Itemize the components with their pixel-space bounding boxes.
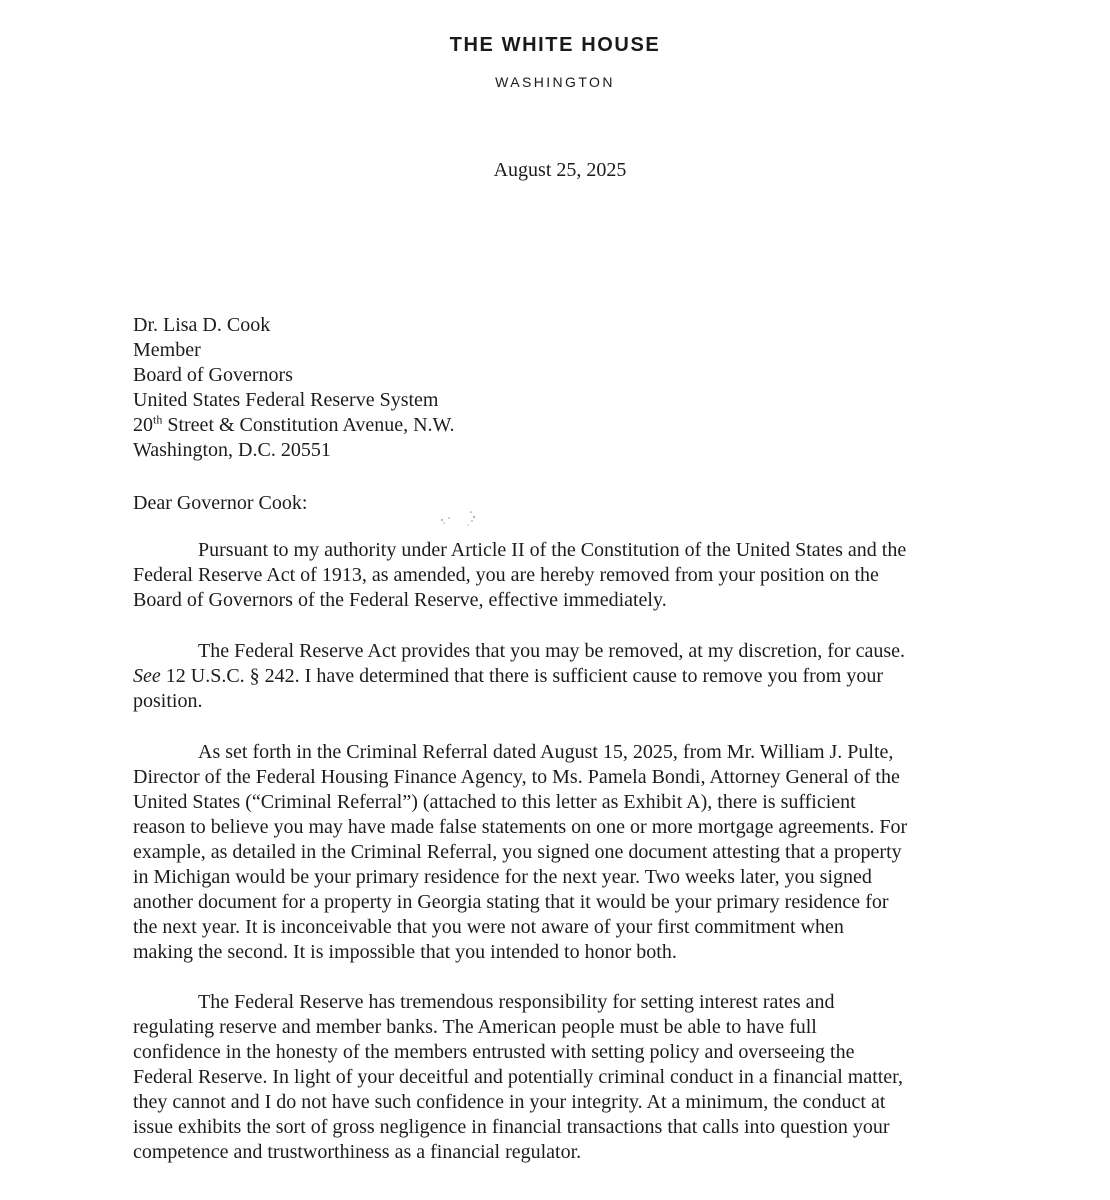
paragraph-3 bbox=[133, 740, 993, 965]
paragraph-4 bbox=[133, 990, 993, 1165]
street-number-suffix: th bbox=[153, 412, 163, 427]
paragraph-3-line: reason to believe you may have made false statements on one or more mortgage agreements. For bbox=[133, 816, 908, 838]
paragraph-3-line: in Michigan would be your primary residence for the next year. Two weeks later, you signed bbox=[133, 866, 872, 888]
recipient-street bbox=[133, 413, 833, 438]
letterhead-subtitle: WASHINGTON bbox=[495, 74, 615, 90]
paragraph-2-line: position. bbox=[133, 690, 203, 712]
paragraph-3-line: As set forth in the Criminal Referral dated August 15, 2025, from Mr. William J. Pulte, bbox=[198, 741, 894, 763]
street-number: 20 bbox=[133, 414, 153, 436]
letter-date: August 25, 2025 bbox=[493, 159, 627, 181]
recipient-name: Dr. Lisa D. Cook bbox=[133, 314, 271, 336]
paragraph-1-line: Pursuant to my authority under Article II of the Constitution of the United States and the bbox=[198, 539, 907, 561]
street-rest: Street & Constitution Avenue, N.W. bbox=[162, 414, 455, 436]
letterhead-title: THE WHITE HOUSE bbox=[449, 34, 661, 56]
recipient-city: Washington, D.C. 20551 bbox=[133, 439, 331, 461]
paragraph-4-line: confidence in the honesty of the members entrusted with setting policy and overseeing the bbox=[133, 1041, 855, 1063]
paragraph-1-line: Board of Governors of the Federal Reserve, effective immediately. bbox=[133, 589, 667, 611]
paragraph-3-line: the next year. It is inconceivable that you were not aware of your first commitment when bbox=[133, 916, 844, 938]
recipient-body: Board of Governors bbox=[133, 364, 293, 386]
scan-speck bbox=[438, 508, 478, 528]
recipient-address bbox=[133, 313, 833, 463]
paragraph-3-line: another document for a property in Georgia stating that it would be your primary residence for bbox=[133, 891, 889, 913]
paragraph-3-line: example, as detailed in the Criminal Referral, you signed one document attesting that a property bbox=[133, 841, 902, 863]
paragraph-3-line: making the second. It is impossible that you intended to honor both. bbox=[133, 941, 677, 963]
paragraph-4-line: regulating reserve and member banks. The American people must be able to have full bbox=[133, 1016, 817, 1038]
recipient-role: Member bbox=[133, 339, 201, 361]
paragraph-4-line: they cannot and I do not have such confidence in your integrity. At a minimum, the conduct at bbox=[133, 1091, 886, 1113]
paragraph-4-line: The Federal Reserve has tremendous responsibility for setting interest rates and bbox=[198, 991, 835, 1013]
paragraph-4-line: Federal Reserve. In light of your deceitful and potentially criminal conduct in a financial matter, bbox=[133, 1066, 904, 1088]
salutation: Dear Governor Cook: bbox=[133, 492, 308, 514]
paragraph-2-line bbox=[133, 664, 993, 689]
paragraph-4-line: competence and trustworthiness as a financial regulator. bbox=[133, 1141, 582, 1163]
see-citation-signal: See bbox=[133, 665, 161, 687]
paragraph-3-line: Director of the Federal Housing Finance Agency, to Ms. Pamela Bondi, Attorney General of the bbox=[133, 766, 900, 788]
paragraph-1 bbox=[133, 538, 993, 613]
paragraph-1-line: Federal Reserve Act of 1913, as amended, you are hereby removed from your position on the bbox=[133, 564, 879, 586]
paragraph-2-line: The Federal Reserve Act provides that you may be removed, at my discretion, for cause. bbox=[198, 640, 905, 662]
paragraph-2 bbox=[133, 639, 993, 714]
paragraph-4-line: issue exhibits the sort of gross negligence in financial transactions that calls into question your bbox=[133, 1116, 890, 1138]
paragraph-3-line: United States (“Criminal Referral”) (attached to this letter as Exhibit A), there is sufficient bbox=[133, 791, 856, 813]
citation-text: 12 U.S.C. § 242. I have determined that there is sufficient cause to remove you from your bbox=[160, 665, 883, 687]
recipient-organization: United States Federal Reserve System bbox=[133, 389, 439, 411]
